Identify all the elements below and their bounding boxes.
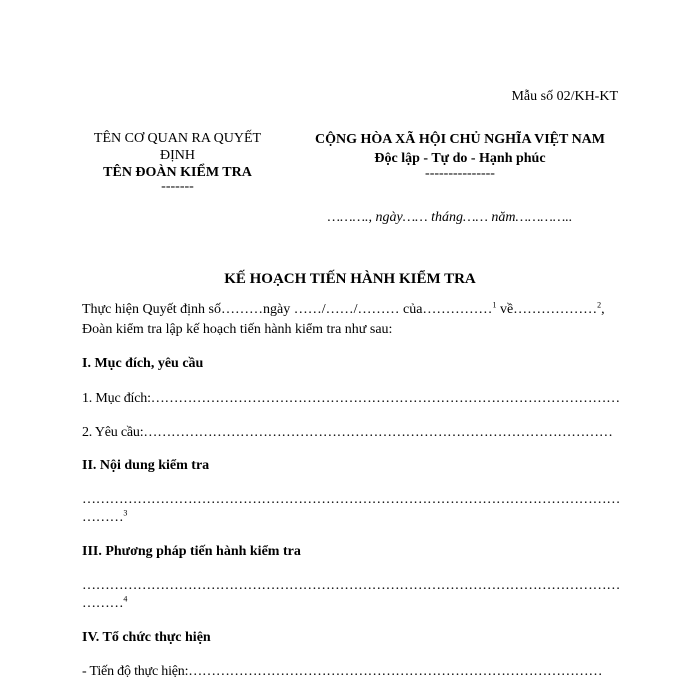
right-header-rule: --------------- [425, 166, 495, 181]
progress-line: - Tiến độ thực hiện:……………………………………………………………………………… [82, 664, 603, 679]
section-1-heading: I. Mục đích, yêu cầu [82, 356, 204, 371]
place-date-line: ………., ngày…… tháng…… năm………….. [327, 210, 573, 225]
intro-text-a: Thực hiện Quyết định số………ngày ……/……/……… của…………… [82, 302, 493, 317]
national-header-block [285, 130, 635, 180]
intro-text-b: về……………… [496, 302, 598, 317]
method-line-1: ……………………………………………………………………………………………………… [82, 578, 621, 593]
intro-line-2: Đoàn kiểm tra lập kế hoạch tiến hành kiểm tra như sau: [82, 322, 393, 337]
intro-line-1 [82, 300, 605, 320]
content-line-2 [82, 510, 127, 526]
inspection-team-name: TÊN ĐOÀN KIỂM TRA [103, 165, 252, 180]
national-motto: Độc lập - Tự do - Hạnh phúc [374, 151, 546, 166]
issuing-agency-block [80, 130, 275, 193]
form-number: Mẫu số 02/KH-KT [511, 89, 618, 104]
footnote-1: 1 [492, 300, 497, 310]
content-line-2-text: ……… [82, 510, 124, 525]
left-header-rule: ------- [161, 179, 194, 194]
requirement-line: 2. Yêu cầu:………………………………………………………………………………………… [82, 425, 613, 440]
section-4-heading: IV. Tổ chức thực hiện [82, 630, 211, 645]
method-line-2-text: ……… [82, 596, 124, 611]
country-name: CỘNG HÒA XÃ HỘI CHỦ NGHĨA VIỆT NAM [314, 132, 605, 147]
footnote-4: 4 [123, 594, 128, 604]
agency-name-line1: TÊN CƠ QUAN RA QUYẾT [93, 131, 262, 146]
content-line-1: ……………………………………………………………………………………………………… [82, 492, 621, 507]
intro-text-c: , [601, 302, 605, 317]
agency-name-line2: ĐỊNH [160, 148, 195, 163]
method-line-2 [82, 596, 127, 612]
section-2-heading: II. Nội dung kiểm tra [82, 458, 210, 473]
purpose-line: 1. Mục đích:………………………………………………………………………………………… [82, 391, 620, 406]
document-title: KẾ HOẠCH TIẾN HÀNH KIỂM TRA [224, 271, 476, 287]
intro-paragraph [82, 300, 605, 340]
footnote-3: 3 [123, 508, 128, 518]
section-3-heading: III. Phương pháp tiến hành kiểm tra [82, 544, 301, 559]
footnote-2: 2 [597, 300, 602, 310]
